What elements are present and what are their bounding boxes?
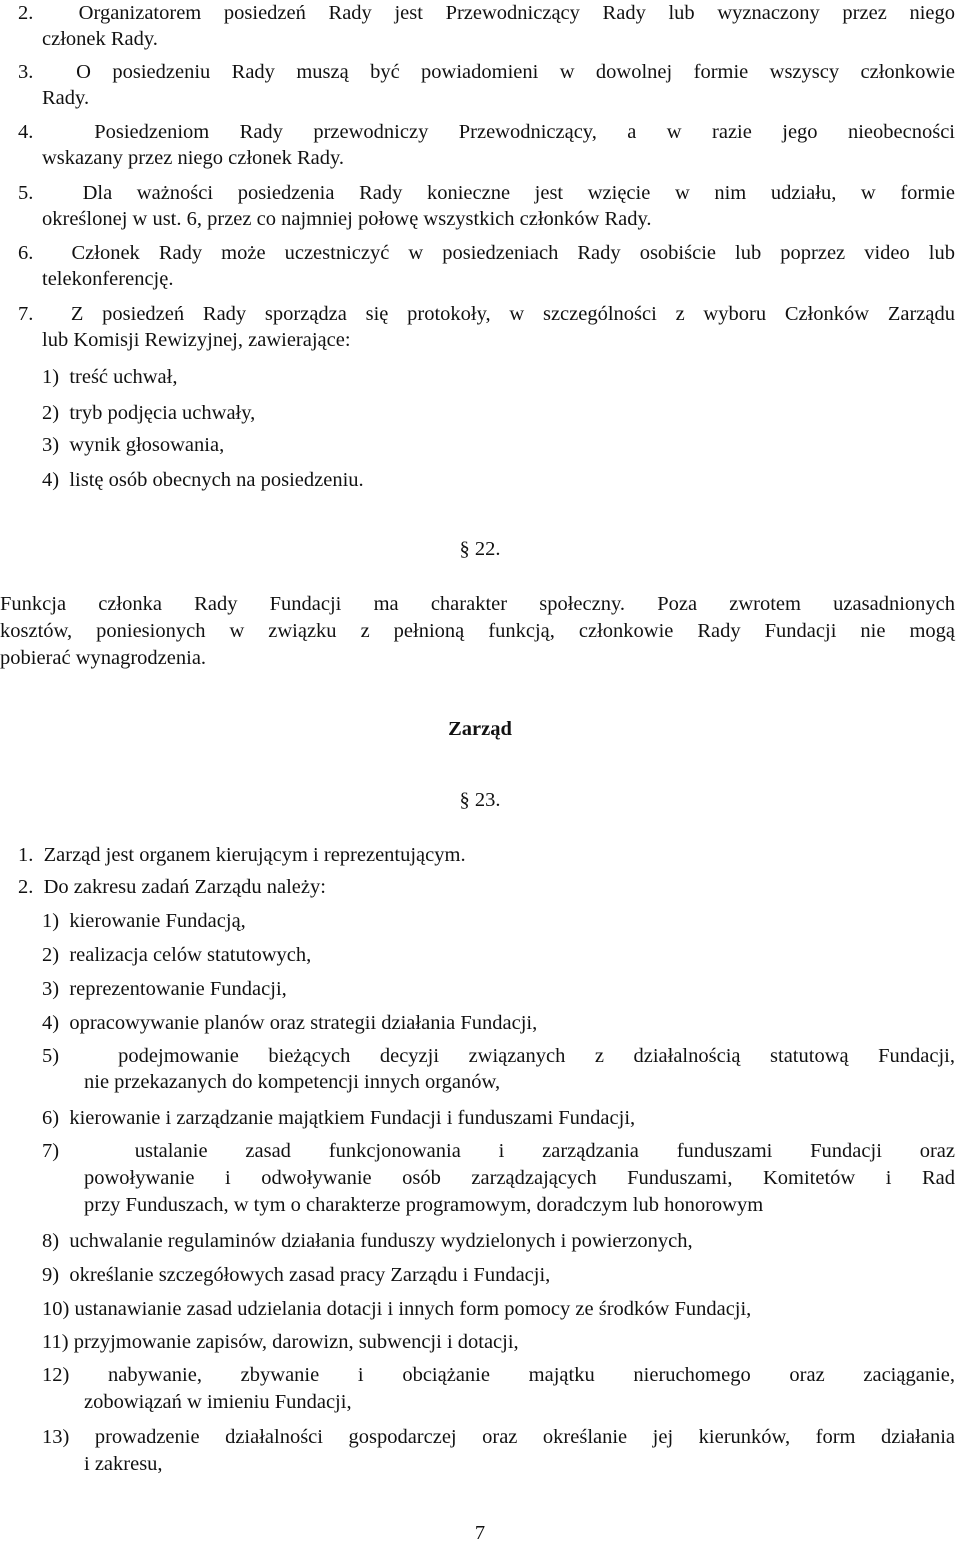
paragraph-23-heading: § 23.	[459, 789, 501, 811]
task-7-line-2: powoływanie i odwoływanie osób zarządzających Funduszami, Komitetów i Rad	[84, 1167, 955, 1189]
item-7-sub-2: 2) tryb podjęcia uchwały,	[42, 402, 256, 424]
item-7-sub-4: 4) listę osób obecnych na posiedzeniu.	[42, 469, 364, 491]
paragraph-23-item-1: 1. Zarząd jest organem kierującym i reprezentującym.	[18, 844, 466, 866]
task-10: 10) ustanawianie zasad udzielania dotacji i innych form pomocy ze środków Fundacji,	[42, 1298, 752, 1320]
item-2-line-1: 2. Organizatorem posiedzeń Rady jest Przewodniczący Rady lub wyznaczony przez niego	[18, 2, 955, 24]
item-6-line-2: telekonferencję.	[42, 268, 174, 290]
item-2-line-2: członek Rady.	[42, 28, 158, 50]
task-5-line-1: 5) podejmowanie bieżących decyzji związanych z działalnością statutową Fundacji,	[42, 1045, 955, 1067]
task-1: 1) kierowanie Fundacją,	[42, 910, 246, 932]
task-12-line-2: zobowiązań w imieniu Fundacji,	[84, 1391, 352, 1413]
item-3-line-2: Rady.	[42, 87, 90, 109]
item-5-line-2: określonej w ust. 6, przez co najmniej połowę wszystkich członków Rady.	[42, 208, 652, 230]
task-4: 4) opracowywanie planów oraz strategii działania Fundacji,	[42, 1012, 538, 1034]
item-7-sub-1: 1) treść uchwał,	[42, 366, 178, 388]
task-7-line-1: 7) ustalanie zasad funkcjonowania i zarządzania funduszami Fundacji oraz	[42, 1140, 955, 1162]
task-9: 9) określanie szczegółowych zasad pracy Zarządu i Fundacji,	[42, 1264, 551, 1286]
task-6: 6) kierowanie i zarządzanie majątkiem Fundacji i funduszami Fundacji,	[42, 1107, 636, 1129]
task-3: 3) reprezentowanie Fundacji,	[42, 978, 287, 1000]
item-7-line-1: 7. Z posiedzeń Rady sporządza się protokoły, w szczególności z wyboru Członków Zarządu	[18, 303, 955, 325]
paragraph-22-heading: § 22.	[459, 538, 501, 560]
task-13-line-2: i zakresu,	[84, 1453, 163, 1475]
task-8: 8) uchwalanie regulaminów działania funduszy wydzielonych i powierzonych,	[42, 1230, 693, 1252]
task-7-line-3: przy Funduszach, w tym o charakterze programowym, doradczym lub honorowym	[84, 1194, 764, 1216]
task-13-line-1: 13) prowadzenie działalności gospodarczej oraz określanie jej kierunków, form działania	[42, 1426, 955, 1448]
item-5-line-1: 5. Dla ważności posiedzenia Rady konieczne jest wzięcie w nim udziału, w formie	[18, 182, 955, 204]
task-5-line-2: nie przekazanych do kompetencji innych organów,	[84, 1071, 501, 1093]
item-4-line-1: 4. Posiedzeniom Rady przewodniczy Przewodniczący, a w razie jego nieobecności	[18, 121, 955, 143]
item-4-line-2: wskazany przez niego członek Rady.	[42, 147, 345, 169]
paragraph-22-line-2: kosztów, poniesionych w związku z pełnioną funkcją, członkowie Rady Fundacji nie mogą	[0, 620, 955, 642]
item-6-line-1: 6. Członek Rady może uczestniczyć w posiedzeniach Rady osobiście lub poprzez video lub	[18, 242, 955, 264]
item-3-line-1: 3. O posiedzeniu Rady muszą być powiadomieni w dowolnej formie wszyscy członkowie	[18, 61, 955, 83]
item-7-line-2: lub Komisji Rewizyjnej, zawierające:	[42, 329, 351, 351]
section-title: Zarząd	[448, 718, 512, 740]
paragraph-23-item-2: 2. Do zakresu zadań Zarządu należy:	[18, 876, 326, 898]
paragraph-22-line-1: Funkcja członka Rady Fundacji ma charakter społeczny. Poza zwrotem uzasadnionych	[0, 593, 955, 615]
page-number: 7	[474, 1522, 486, 1544]
task-11: 11) przyjmowanie zapisów, darowizn, subwencji i dotacji,	[42, 1331, 519, 1353]
task-12-line-1: 12) nabywanie, zbywanie i obciążanie majątku nieruchomego oraz zaciąganie,	[42, 1364, 955, 1386]
task-2: 2) realizacja celów statutowych,	[42, 944, 312, 966]
item-7-sub-3: 3) wynik głosowania,	[42, 434, 225, 456]
paragraph-22-line-3: pobierać wynagrodzenia.	[0, 647, 207, 669]
